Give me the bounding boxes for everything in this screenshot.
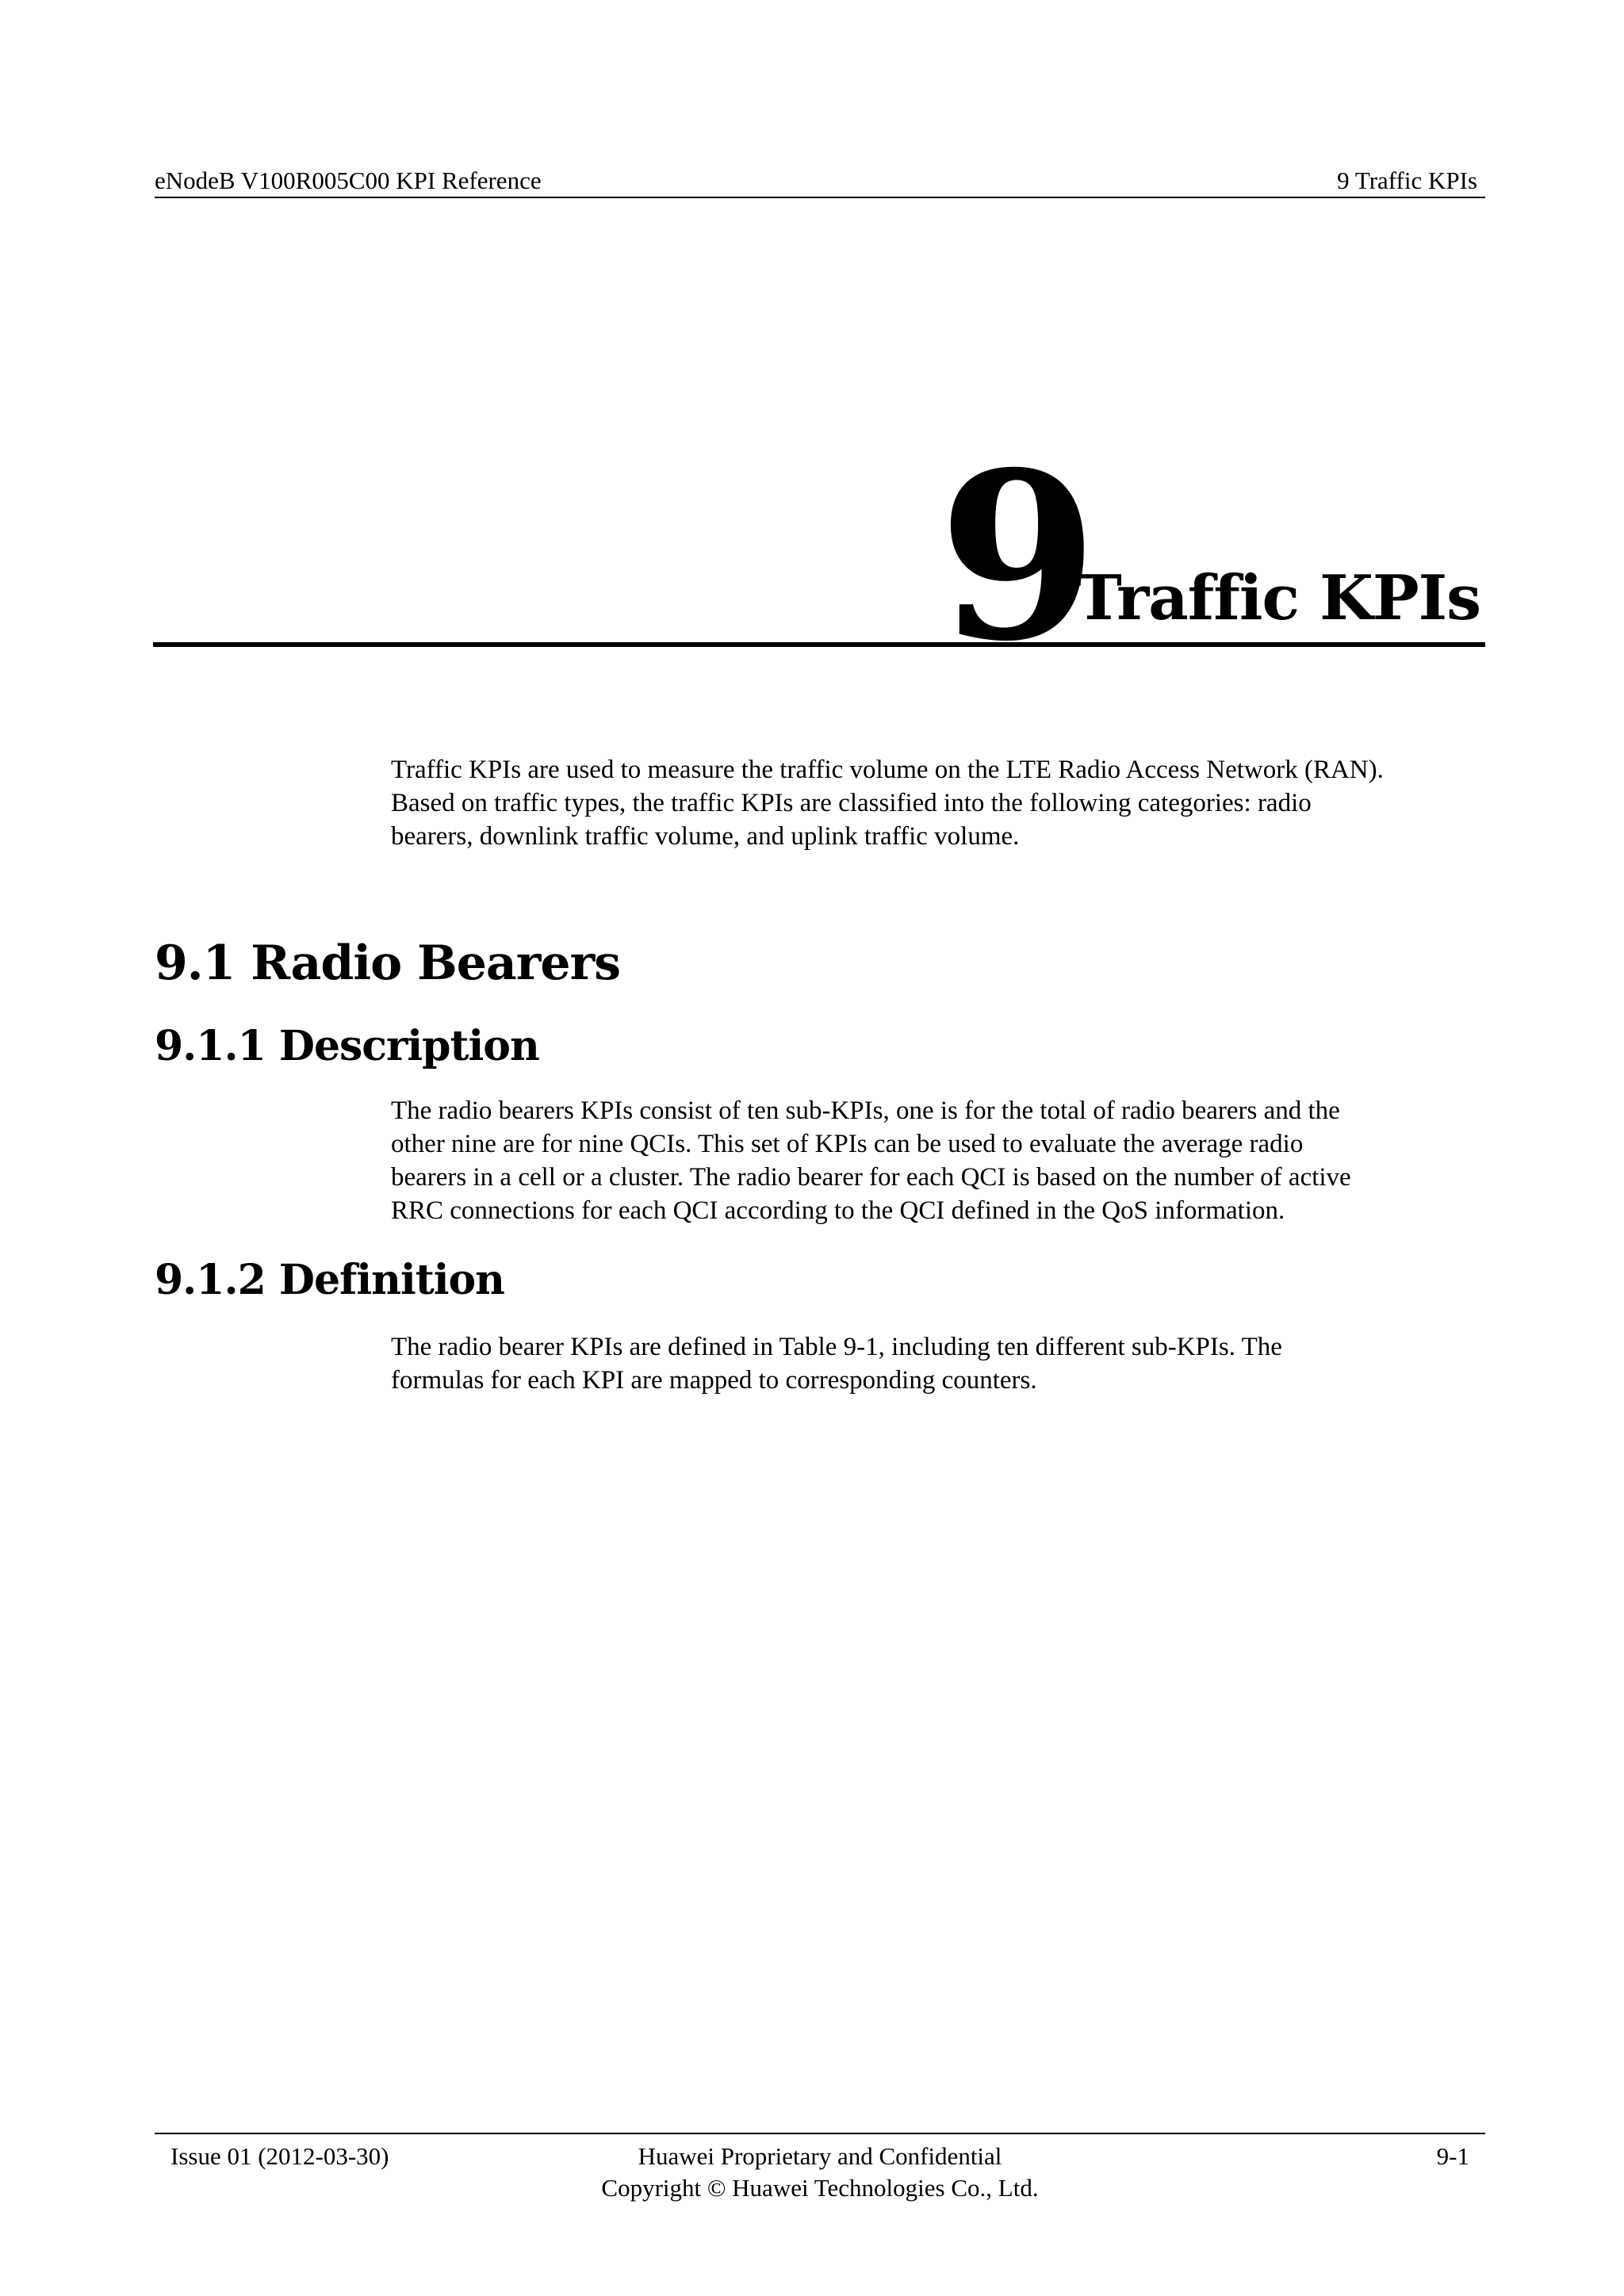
chapter-number: 9 <box>938 423 1098 692</box>
intro-line: Based on traffic types, the traffic KPIs are classified into the following categories: radio <box>391 789 1312 817</box>
description-line: RRC connections for each QCI according to the QCI defined in the QoS information. <box>391 1196 1285 1225</box>
chapter-title-block <box>153 423 1485 692</box>
intro-line: bearers, downlink traffic volume, and uplink traffic volume. <box>391 822 1020 851</box>
definition-paragraph <box>391 1330 1501 1397</box>
footer-issue: Issue 01 (2012-03-30) <box>170 2142 389 2170</box>
footer-page-number: 9-1 <box>1436 2142 1469 2170</box>
page-header <box>155 165 1485 198</box>
header-chapter-title: 9 Traffic KPIs <box>1337 166 1477 194</box>
definition-line: The radio bearer KPIs are defined in Table 9-1, including ten different sub-KPIs. The <box>391 1333 1282 1361</box>
section-heading-radio-bearers: 9.1 Radio Bearers <box>155 936 620 991</box>
footer-copyright: Copyright © Huawei Technologies Co., Ltd. <box>601 2174 1039 2202</box>
description-line: other nine are for nine QCIs. This set of KPIs can be used to evaluate the average radio <box>391 1130 1304 1158</box>
description-line: The radio bearers KPIs consist of ten sub-KPIs, one is for the total of radio bearers and the <box>391 1096 1340 1125</box>
intro-paragraph <box>391 753 1501 853</box>
subsection-heading-definition: 9.1.2 Definition <box>155 1256 504 1304</box>
page-footer <box>155 2133 1485 2214</box>
chapter-title: Traffic KPIs <box>1075 562 1480 634</box>
definition-line: formulas for each KPI are mapped to corresponding counters. <box>391 1366 1037 1395</box>
footer-proprietary: Huawei Proprietary and Confidential <box>638 2142 1002 2170</box>
subsection-heading-description: 9.1.1 Description <box>155 1022 539 1070</box>
description-line: bearers in a cell or a cluster. The radio bearer for each QCI is based on the number of active <box>391 1163 1351 1192</box>
header-document-title: eNodeB V100R005C00 KPI Reference <box>155 166 542 194</box>
description-paragraph <box>391 1094 1501 1227</box>
intro-line: Traffic KPIs are used to measure the traffic volume on the LTE Radio Access Network (RAN). <box>391 756 1384 784</box>
footer-center <box>155 2141 1485 2204</box>
